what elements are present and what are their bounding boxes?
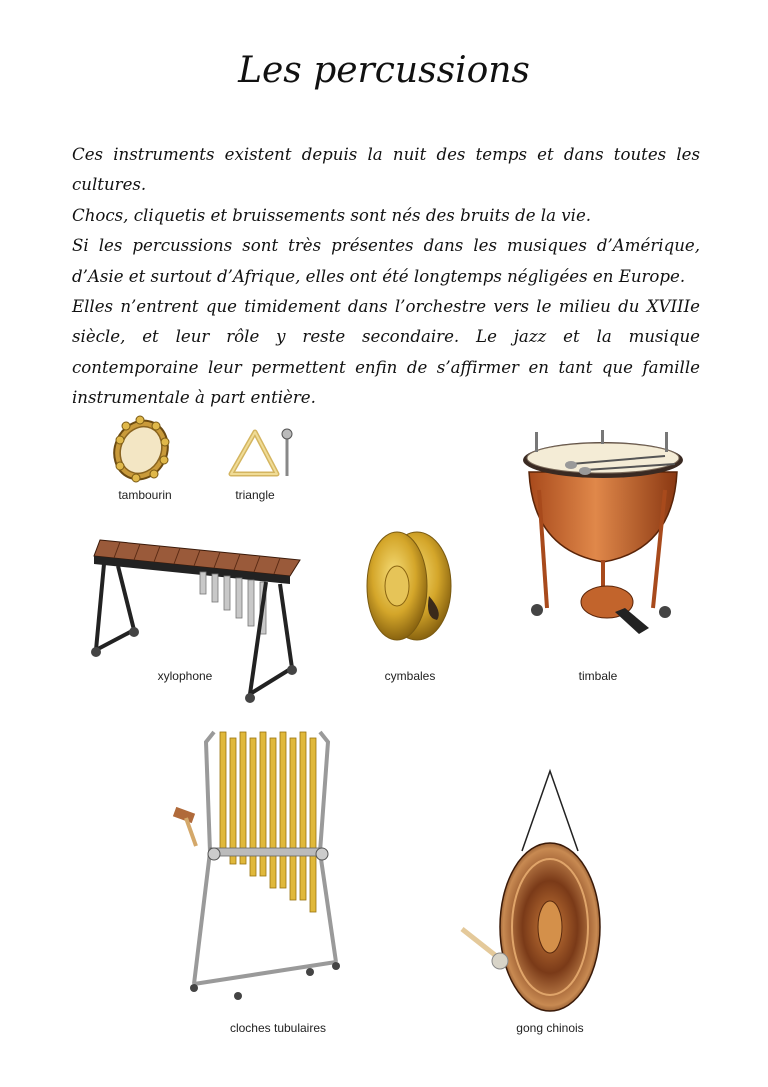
- tambourin-illustration: [108, 412, 174, 484]
- label-xylophone: xylophone: [157, 669, 213, 683]
- cloches-tubulaires-illustration: [170, 722, 352, 1004]
- cymbales-illustration: [363, 528, 457, 644]
- page-title: Les percussions: [238, 50, 530, 91]
- label-cloches-tubulaires: cloches tubulaires: [229, 1021, 327, 1035]
- label-cymbales: cymbales: [384, 669, 436, 683]
- timbale-illustration: [515, 430, 691, 640]
- intro-paragraph-3: Si les percussions sont très présentes dans les musiques d’Amérique, d’Asie et surtout d’Afrique, elles ont été longtemps négligées en Europe.: [72, 236, 700, 286]
- label-timbale: timbale: [578, 669, 618, 683]
- intro-paragraph-1: Ces instruments existent depuis la nuit des temps et dans toutes les cultures.: [72, 145, 700, 195]
- gong-chinois-illustration: [456, 765, 610, 1017]
- triangle-illustration: [225, 426, 295, 482]
- label-gong-chinois: gong chinois: [516, 1021, 584, 1035]
- label-tambourin: tambourin: [118, 488, 172, 502]
- intro-paragraph-4: Elles n’entrent que timidement dans l’orchestre vers le milieu du XVIIIe siècle, et leur rôle y reste secondaire. Le jazz et la musique contemporaine leur permettent enfin de s’affirmer en tant que famille instrumentale à part entière.: [72, 297, 700, 408]
- intro-paragraph-2: Chocs, cliquetis et bruissements sont nés des bruits de la vie.: [72, 205, 592, 225]
- label-triangle: triangle: [235, 488, 275, 502]
- intro-text: [72, 140, 700, 414]
